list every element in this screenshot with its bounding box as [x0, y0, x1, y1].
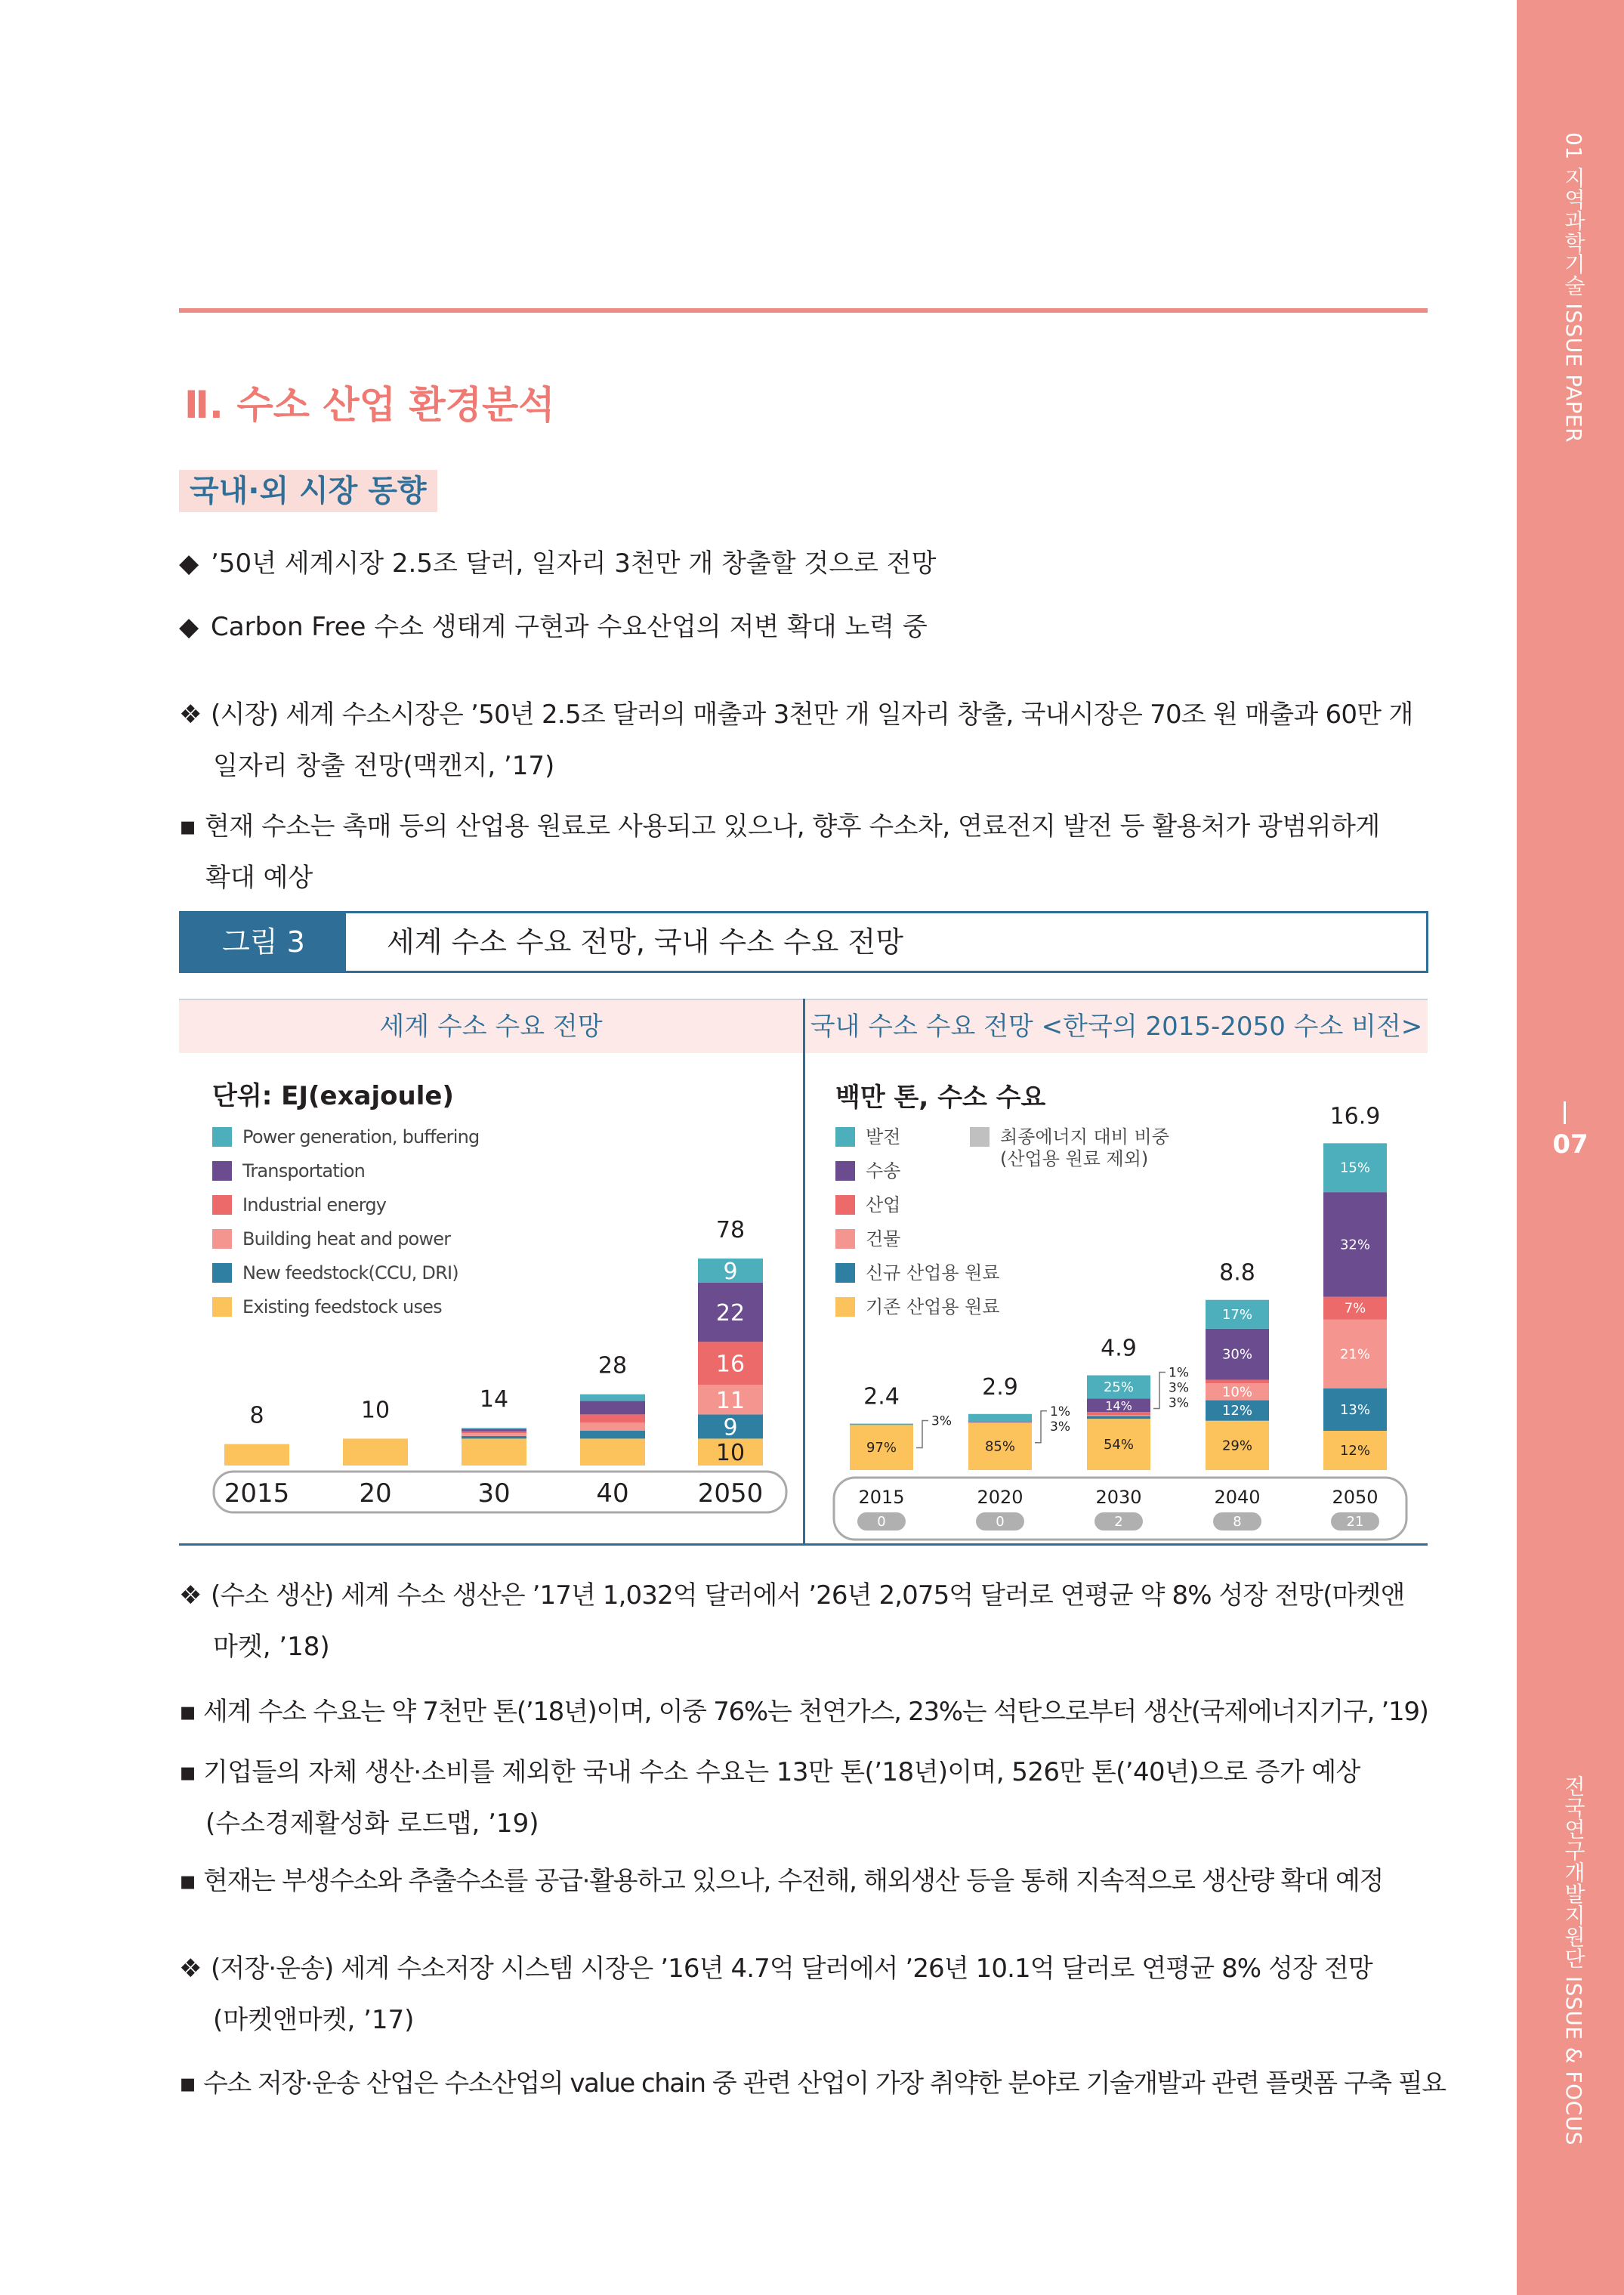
- bar-total-label: 2.9: [982, 1373, 1018, 1401]
- share-legend-label: 최종에너지 대비 비중: [1000, 1126, 1169, 1148]
- segment-label: 21%: [1339, 1346, 1371, 1363]
- segment-label: 29%: [1221, 1438, 1253, 1454]
- side-note-label: 1%: [1169, 1365, 1189, 1381]
- figure-caption: [179, 911, 1428, 973]
- domestic-demand-paragraph: [179, 1750, 1360, 1795]
- storage-industry-paragraph: [179, 2061, 1446, 2106]
- legend-swatch: [212, 1127, 232, 1147]
- segment-label: 11: [715, 1387, 746, 1414]
- left-chart-header: 세계 수소 수요 전망: [179, 999, 803, 1053]
- bar-segment: [580, 1431, 645, 1439]
- usage-line-2: 확대 예상: [205, 863, 313, 893]
- segment-label: 17%: [1221, 1306, 1253, 1323]
- legend-swatch: [212, 1263, 232, 1283]
- bar-total-label: 14: [479, 1386, 509, 1413]
- segment-label: 54%: [1103, 1437, 1135, 1453]
- legend-label: 발전: [866, 1126, 901, 1148]
- chart-bottom-rule: [179, 1543, 1428, 1546]
- segment-label: 97%: [866, 1440, 897, 1456]
- share-value: 2: [1114, 1514, 1123, 1530]
- x-tick-label: 2020: [977, 1487, 1023, 1508]
- square-bullet-icon: ▪: [179, 1697, 196, 1727]
- production-line-2: 마켓, ’18): [213, 1632, 330, 1662]
- x-tick-label: 30: [477, 1478, 511, 1509]
- bar-total-label: 2.4: [863, 1383, 900, 1410]
- page-number: 07: [1552, 1129, 1588, 1160]
- unit-label: 단위: EJ(exajoule): [212, 1081, 454, 1111]
- share-value: 21: [1346, 1514, 1364, 1530]
- x-tick-label: 20: [359, 1478, 392, 1509]
- sidebar: [1517, 0, 1624, 2295]
- world-demand-text: 세계 수소 수요는 약 7천만 톤(’18년)이며, 이중 76%는 천연가스, 23%는 석탄으로부터 생산(국제에너지기구, ’19): [203, 1697, 1428, 1727]
- bar-segment: [580, 1395, 645, 1401]
- right-chart-header: 국내 수소 수요 전망 <한국의 2015-2050 수소 비전>: [805, 999, 1428, 1053]
- diamond-bullet-icon: ◆: [179, 548, 199, 579]
- share-legend-swatch: [970, 1127, 990, 1147]
- segment-label: 25%: [1103, 1379, 1135, 1396]
- figure-title: 세계 수소 수요 전망, 국내 수소 수요 전망: [387, 925, 903, 959]
- world-hydrogen-demand-chart: [179, 1052, 803, 1543]
- legend-swatch: [835, 1161, 855, 1181]
- segment-label: 13%: [1339, 1401, 1371, 1418]
- share-value: 0: [877, 1514, 886, 1530]
- bar-segment: [968, 1414, 1032, 1422]
- side-note-label: 3%: [931, 1413, 952, 1429]
- legend-swatch: [835, 1195, 855, 1215]
- bar-segment: [1206, 1379, 1269, 1383]
- bullet-2-text: Carbon Free 수소 생태계 구현과 수요산업의 저변 확대 노력 중: [211, 612, 928, 642]
- legend-label: New feedstock(CCU, DRI): [242, 1262, 458, 1283]
- segment-label: 85%: [984, 1438, 1016, 1455]
- bar-segment: [462, 1429, 526, 1432]
- side-note-label: 3%: [1169, 1380, 1189, 1396]
- bar-total-label: 28: [597, 1352, 628, 1379]
- segment-label: 16: [715, 1351, 746, 1378]
- bar-segment: [580, 1401, 645, 1415]
- market-line-2: 일자리 창출 전망(맥캔지, ’17): [213, 751, 555, 781]
- legend-label: 신규 산업용 원료: [866, 1262, 1000, 1283]
- diamond-bullet-icon: ◆: [179, 612, 199, 642]
- segment-label: 32%: [1339, 1237, 1371, 1253]
- segment-label: 10%: [1221, 1384, 1253, 1401]
- square-bullet-icon: ▪: [179, 1757, 196, 1787]
- square-bullet-icon: ▪: [179, 1866, 196, 1896]
- bar-segment: [580, 1414, 645, 1422]
- side-note-label: 3%: [1050, 1419, 1070, 1435]
- sidebar-top-label: 01 지역과학기술 ISSUE PAPER: [1561, 132, 1586, 443]
- segment-label: 14%: [1105, 1398, 1132, 1413]
- world-demand-paragraph: [179, 1689, 1428, 1734]
- x-tick-label: 2030: [1095, 1487, 1142, 1508]
- bar-segment: [580, 1438, 645, 1466]
- bar-total-label: 4.9: [1101, 1335, 1137, 1362]
- storage-line-1: (저장·운송) 세계 수소저장 시스템 시장은 ’16년 4.7억 달러에서 ’26년 10.1억 달러로 연평균 8% 성장 전망: [211, 1954, 1372, 1984]
- top-rule: [179, 308, 1428, 313]
- bar-total-label: 8: [249, 1402, 264, 1429]
- legend-label: Existing feedstock uses: [242, 1296, 442, 1317]
- bar-segment: [1087, 1416, 1150, 1419]
- legend-swatch: [835, 1263, 855, 1283]
- market-paragraph: [179, 692, 1413, 737]
- bar-segment: [343, 1438, 408, 1466]
- supply-paragraph: [179, 1858, 1383, 1904]
- unit-label: 백만 톤, 수소 수요: [835, 1083, 1046, 1113]
- sidebar-bottom-label: 전국연구개발지원단 ISSUE & FOCUS: [1561, 1775, 1586, 2145]
- quad-diamond-icon: ❖: [179, 1954, 202, 1984]
- segment-label: 10: [715, 1440, 746, 1467]
- quad-diamond-icon: ❖: [179, 1580, 202, 1611]
- bar-segment: [462, 1432, 526, 1433]
- share-legend-note: (산업용 원료 제외): [1000, 1148, 1149, 1169]
- share-value: 8: [1233, 1514, 1242, 1530]
- note-bracket: [1153, 1373, 1166, 1409]
- bullet-2: [179, 604, 928, 650]
- legend-label: Industrial energy: [242, 1194, 387, 1215]
- bar-segment: [462, 1433, 526, 1436]
- quad-diamond-icon: ❖: [179, 700, 202, 730]
- usage-paragraph: [179, 804, 1380, 849]
- market-line-1: (시장) 세계 수소시장은 ’50년 2.5조 달러의 매출과 3천만 개 일자리 창출, 국내시장은 70조 원 매출과 60만 개: [211, 700, 1413, 730]
- legend-label: 건물: [866, 1228, 901, 1249]
- bar-segment: [1087, 1415, 1150, 1416]
- segment-label: 9: [723, 1258, 738, 1285]
- legend-swatch: [835, 1127, 855, 1147]
- segment-label: 22: [715, 1300, 746, 1327]
- square-bullet-icon: ▪: [179, 811, 196, 842]
- note-bracket: [1035, 1411, 1047, 1443]
- legend-label: 기존 산업용 원료: [866, 1296, 1000, 1317]
- share-value: 0: [996, 1514, 1005, 1530]
- legend-label: Building heat and power: [242, 1228, 451, 1249]
- side-note-label: 1%: [1050, 1404, 1070, 1419]
- bar-segment: [850, 1424, 913, 1425]
- square-bullet-icon: ▪: [179, 2068, 196, 2099]
- bar-total-label: 8.8: [1219, 1259, 1255, 1286]
- section-title: Ⅱ. 수소 산업 환경분석: [184, 383, 555, 427]
- note-bracket: [916, 1421, 928, 1448]
- x-tick-label: 2050: [1332, 1487, 1379, 1508]
- segment-label: 30%: [1221, 1346, 1253, 1363]
- legend-swatch: [212, 1297, 232, 1317]
- bar-segment: [224, 1444, 289, 1466]
- subsection-title: 국내·외 시장 동향: [179, 470, 437, 512]
- storage-line-2: (마켓앤마켓, ’17): [213, 2005, 415, 2035]
- legend-label: Transportation: [242, 1160, 366, 1181]
- bar-total-label: 16.9: [1329, 1103, 1381, 1130]
- storage-industry-text: 수소 저장·운송 산업은 수소산업의 value chain 중 관련 산업이 가장 취약한 분야로 기술개발과 관련 플랫폼 구축 필요: [203, 2068, 1446, 2099]
- storage-paragraph: [179, 1946, 1372, 1991]
- korea-hydrogen-demand-chart: [805, 1052, 1428, 1543]
- legend-swatch: [212, 1195, 232, 1215]
- production-line-1: (수소 생산) 세계 수소 생산은 ’17년 1,032억 달러에서 ’26년 2,075억 달러로 연평균 약 8% 성장 전망(마켓앤: [211, 1580, 1405, 1611]
- page-number-tick: [1564, 1101, 1566, 1124]
- bar-segment: [580, 1422, 645, 1431]
- bar-segment: [462, 1436, 526, 1439]
- bullet-1-text: ’50년 세계시장 2.5조 달러, 일자리 3천만 개 창출할 것으로 전망: [211, 548, 937, 579]
- legend-swatch: [835, 1229, 855, 1249]
- x-tick-label: 40: [596, 1478, 629, 1509]
- legend-swatch: [835, 1297, 855, 1317]
- domestic-demand-line-1: 기업들의 자체 생산·소비를 제외한 국내 수소 수요는 13만 톤(’18년)이며, 526만 톤(’40년)으로 증가 예상: [203, 1757, 1360, 1787]
- bar-total-label: 10: [360, 1397, 391, 1424]
- legend-label: 산업: [866, 1194, 901, 1215]
- segment-label: 9: [723, 1414, 738, 1441]
- segment-label: 15%: [1339, 1160, 1371, 1176]
- x-tick-label: 2015: [224, 1478, 290, 1509]
- legend-swatch: [212, 1229, 232, 1249]
- legend-label: 수송: [866, 1160, 901, 1181]
- usage-line-1: 현재 수소는 촉매 등의 산업용 원료로 사용되고 있으나, 향후 수소차, 연료전지 발전 등 활용처가 광범위하게: [205, 811, 1380, 842]
- bar-segment: [462, 1438, 526, 1466]
- legend-swatch: [212, 1161, 232, 1181]
- segment-label: 12%: [1221, 1403, 1253, 1419]
- side-note-label: 3%: [1169, 1395, 1189, 1411]
- figure-tag: 그림 3: [181, 913, 346, 971]
- segment-label: 7%: [1344, 1300, 1366, 1317]
- supply-text: 현재는 부생수소와 추출수소를 공급·활용하고 있으나, 수전해, 해외생산 등을 통해 지속적으로 생산량 확대 예정: [203, 1866, 1384, 1896]
- bullet-1: [179, 541, 936, 586]
- segment-label: 12%: [1339, 1443, 1371, 1459]
- bar-segment: [462, 1428, 526, 1429]
- x-tick-label: 2050: [697, 1478, 764, 1509]
- domestic-demand-line-2: (수소경제활성화 로드맵, ’19): [205, 1809, 539, 1839]
- x-tick-label: 2015: [858, 1487, 905, 1508]
- legend-label: Power generation, buffering: [242, 1126, 480, 1148]
- x-tick-label: 2040: [1214, 1487, 1261, 1508]
- bar-total-label: 78: [715, 1216, 746, 1243]
- production-paragraph: [179, 1573, 1404, 1618]
